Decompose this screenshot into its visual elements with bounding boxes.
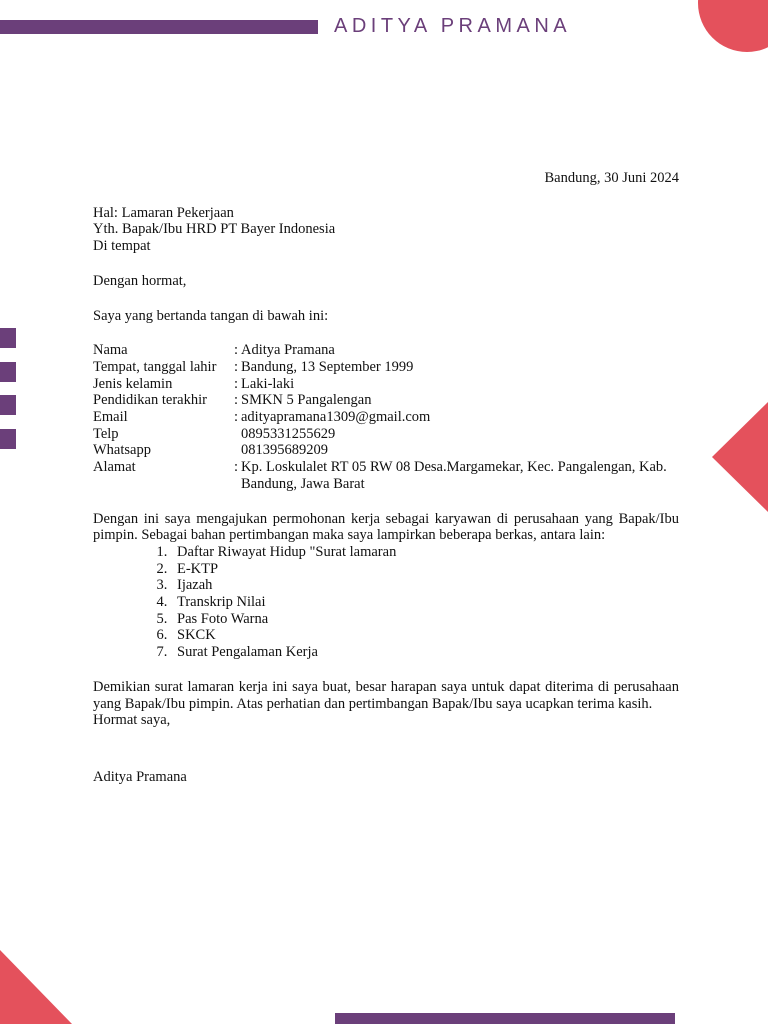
side-square [0,395,16,415]
footer-bar [335,1013,675,1024]
identity-row [93,426,679,443]
identity-colon [234,426,241,443]
letter-greeting: Dengan hormat, [93,272,187,289]
decorative-triangle-right [712,402,768,512]
identity-value: Bandung, 13 September 1999 [241,358,414,375]
identity-label: Jenis kelamin [93,375,173,392]
identity-label: Alamat [93,459,136,476]
identity-label: Tempat, tanggal lahir [93,358,217,375]
letter-body [93,170,679,786]
attachment-item: 6. SKCK [171,627,679,644]
side-square [0,429,16,449]
identity-row [93,376,679,393]
identity-colon: : [234,459,239,476]
letter-date: Bandung, 30 Juni 2024 [544,170,679,186]
identity-table [93,342,679,492]
identity-label: Pendidikan terakhir [93,392,207,409]
identity-label: Email [93,409,128,426]
signature-name: Aditya Pramana [93,768,187,785]
identity-colon: : [234,409,239,426]
identity-label: Whatsapp [93,442,151,459]
identity-label: Telp [93,425,119,442]
identity-value: adityapramana1309@gmail.com [241,409,431,426]
letter-heading [93,205,679,255]
attachment-item: 5. Pas Foto Warna [171,611,679,628]
side-square [0,328,16,348]
letter-subject: Hal: Lamaran Pekerjaan [93,204,234,221]
letter-paragraph-closing: Demikian surat lamaran kerja ini saya buat, besar harapan saya untuk dapat diterima di perusahaan yang Bapak/Ibu pimpin. Atas perhatian dan pertimbangan Bapak/Ibu saya ucapkan terima kasih. [93,678,679,712]
decorative-circle [698,0,768,52]
letter-closing: Hormat saya, [93,712,171,729]
letter-recipient: Yth. Bapak/Ibu HRD PT Bayer Indonesia [93,221,336,238]
attachment-item: 1. Daftar Riwayat Hidup "Surat lamaran [171,544,679,561]
header-bar [0,20,318,34]
identity-value: 0895331255629 [241,425,336,442]
letter-paragraph-request: Dengan ini saya mengajukan permohonan kerja sebagai karyawan di perusahaan yang Bapak/Ibu pimpin. Sebagai bahan pertimbangan maka saya lampirkan beberapa berkas, antara lain: [93,510,679,544]
attachment-list [93,544,679,661]
identity-value: 081395689209 [241,442,328,459]
identity-row [93,459,679,492]
identity-row [93,342,679,359]
header-name: ADITYA PRAMANA [334,15,572,37]
identity-colon: : [234,392,239,409]
attachment-item: 3. Ijazah [171,577,679,594]
identity-label: Nama [93,342,128,359]
attachment-item: 4. Transkrip Nilai [171,594,679,611]
attachment-item: 7. Surat Pengalaman Kerja [171,644,679,661]
identity-value: Kp. Loskulalet RT 05 RW 08 Desa.Margamekar, Kec. Pangalengan, Kab. Bandung, Jawa Barat [241,459,667,492]
identity-row [93,409,679,426]
identity-value: Laki-laki [241,375,295,392]
identity-row [93,359,679,376]
identity-row [93,392,679,409]
attachment-item: 2. E-KTP [171,561,679,578]
side-squares [0,328,16,462]
identity-colon [234,442,241,459]
identity-value: Aditya Pramana [241,342,335,359]
identity-colon: : [234,342,239,359]
identity-row [93,442,679,459]
identity-colon: : [234,358,239,375]
identity-value: SMKN 5 Pangalengan [241,392,372,409]
identity-colon: : [234,375,239,392]
decorative-triangle-bottom-left [0,950,72,1024]
letter-intro: Saya yang bertanda tangan di bawah ini: [93,307,329,324]
letter-location: Di tempat [93,238,151,255]
side-square [0,362,16,382]
